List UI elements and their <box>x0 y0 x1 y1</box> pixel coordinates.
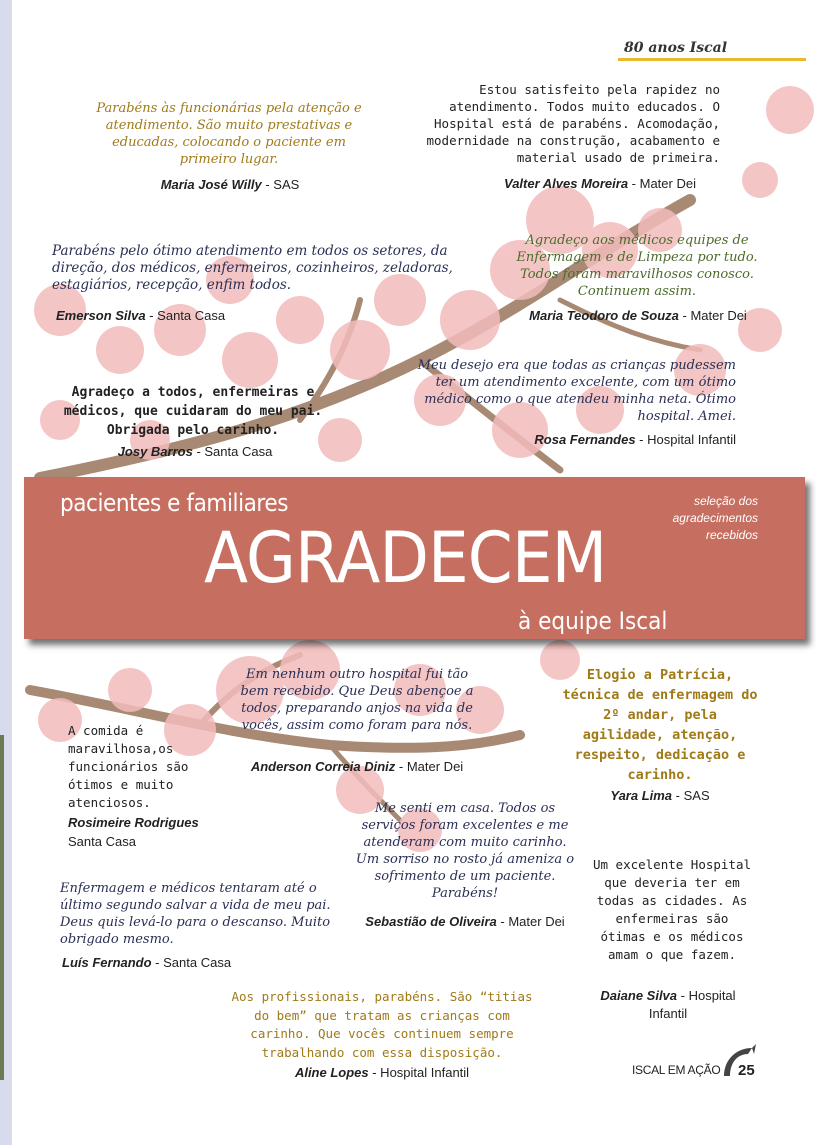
header-rule <box>618 58 806 61</box>
title-banner <box>24 477 805 639</box>
testimonial-text: Agradeço a todos, enfermeiras e médicos, que cuidaram do meu pai. Obrigada pelo carinho. <box>63 385 323 438</box>
page-number: 25 <box>738 1062 755 1079</box>
footer-brand: ISCAL EM AÇÃO <box>632 1063 721 1077</box>
testimonial-place: Santa Casa <box>68 834 136 849</box>
testimonial-signature: Luís Fernando - Santa Casa <box>62 955 232 970</box>
testimonial-text: Me senti em casa. Todos os serviços foram excelentes e me atenderam com muito carinho. Um sorriso no rosto já ameniza o sofrimento de um paciente. Parabéns! <box>355 801 575 901</box>
testimonial-signature: Anderson Correia Diniz - Mater Dei <box>250 759 464 774</box>
testimonial-signature: Sebastião de Oliveira - Mater Dei <box>365 914 565 929</box>
testimonial-signature: Valter Alves Moreira - Mater Dei <box>504 176 696 191</box>
testimonial-text: Enfermagem e médicos tentaram até o último segundo salvar a vida de meu pai. Deus quis levá-lo para o descanso. Muito obrigado mesmo. <box>60 881 331 947</box>
banner-title: AGRADECEM <box>204 517 607 599</box>
testimonial-signature: Emerson Silva - Santa Casa <box>56 308 226 323</box>
testimonial-text: Elogio a Patrícia, técnica de enfermagem do 2º andar, pela agilidade, atenção, respeito, dedicação e carinho. <box>562 667 758 783</box>
testimonial-text: Estou satisfeito pela rapidez no atendimento. Todos muito educados. O Hospital está de parabéns. Acomodação, modernidade na construção, acabamento e material usado de primeira. <box>426 82 720 165</box>
testimonial-text: Aos profissionais, parabéns. São “titias do bem” que tratam as crianças com carinho. Que vocês continuem sempre trabalhando com essa disposição. <box>231 989 533 1060</box>
testimonial-text: Parabéns pelo ótimo atendimento em todos os setores, da direção, dos médicos, enfermeiros, cozinheiros, zeladoras, estagiários, recepção, enfim todos. <box>52 243 453 293</box>
banner-subtitle: pacientes e familiares <box>60 489 289 517</box>
testimonial-signature: Daiane Silva - Hospital Infantil <box>600 988 736 1021</box>
testimonial-signature: Rosimeire Rodrigues <box>68 815 199 830</box>
testimonial-text: Agradeço aos médicos equipes de Enfermagem e de Limpeza por tudo. Todos foram maravilhosos conosco. Continuem assim. <box>516 233 758 299</box>
testimonial-signature: Maria José Willy - SAS <box>160 177 300 192</box>
testimonial-signature: Yara Lima - SAS <box>610 788 710 803</box>
testimonial-text: Em nenhum outro hospital fui tão bem recebido. Que Deus abençoe a todos, preparando anjos na vida de vocês, assim como foram para nós. <box>240 667 474 733</box>
page-header-title: 80 anos Iscal <box>624 40 728 56</box>
banner-tagline: à equipe Iscal <box>518 607 668 635</box>
banner-side-note: seleção dos agradecimentos recebidos <box>672 494 758 542</box>
testimonial-signature: Josy Barros - Santa Casa <box>117 444 273 459</box>
testimonial-text: Um excelente Hospital que deveria ter em todas as cidades. As enfermeiras são ótimas e os médicos amam o que fazem. <box>592 857 752 962</box>
testimonial-signature: Aline Lopes - Hospital Infantil <box>294 1065 470 1080</box>
testimonial-signature: Rosa Fernandes - Hospital Infantil <box>534 432 736 447</box>
testimonial-text: Meu desejo era que todas as crianças pudessem ter um atendimento excelente, com um ótimo médico como o que atendeu minha neta. Ótimo hospital. Amei. <box>417 358 736 424</box>
testimonial-signature: Maria Teodoro de Souza - Mater Dei <box>529 308 747 323</box>
testimonial-text: A comida é maravilhosa,os funcionários são ótimos e muito atenciosos. <box>68 723 189 810</box>
testimonial-text: Parabéns às funcionárias pela atenção e atendimento. São muito prestativas e educadas, colocando o paciente em primeiro lugar. <box>96 101 362 167</box>
